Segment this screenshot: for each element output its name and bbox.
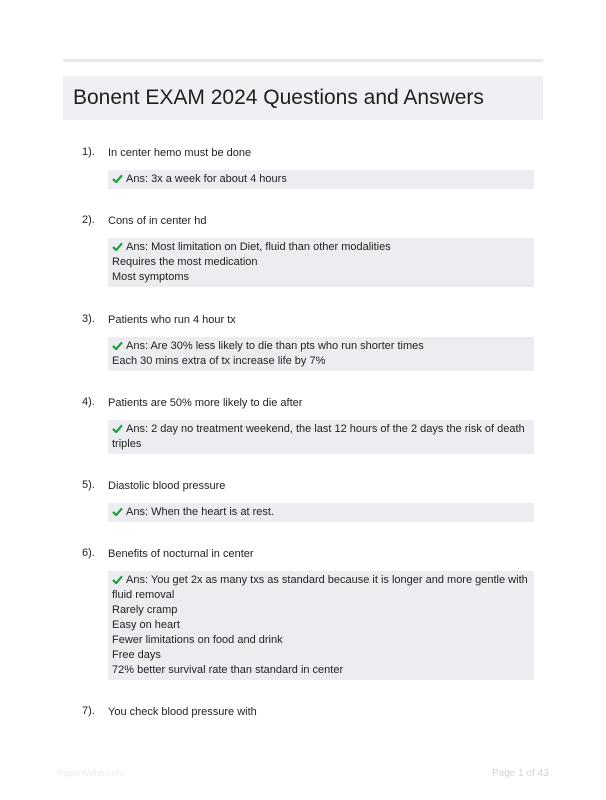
answer-line: Fewer limitations on food and drink: [112, 634, 283, 646]
check-icon: [112, 424, 123, 433]
question-number: 5).: [82, 479, 95, 491]
answer-box: [108, 571, 534, 680]
question-number: 7).: [82, 705, 95, 717]
top-divider: [63, 59, 543, 62]
answer-line: Free days: [112, 649, 161, 661]
answer-box: [108, 170, 534, 189]
page-number: Page 1 of 43: [492, 768, 549, 779]
page-title: Bonent EXAM 2024 Questions and Answers: [73, 86, 484, 109]
answer-line: Ans: 3x a week for about 4 hours: [126, 173, 287, 185]
watermark-text: PaperWebb.com: [57, 768, 124, 778]
question-number: 2).: [82, 214, 95, 226]
question-number: 1).: [82, 146, 95, 158]
check-icon: [112, 242, 123, 251]
question-number: 6).: [82, 547, 95, 559]
answer-line: Ans: You get 2x as many txs as standard because it is longer and more gentle with: [126, 574, 528, 586]
answer-box: [108, 503, 534, 522]
answer-line: Ans: Most limitation on Diet, fluid than other modalities: [126, 241, 391, 253]
answer-line: Requires the most medication: [112, 256, 258, 268]
question-text: Cons of in center hd: [108, 215, 207, 227]
answer-line: fluid removal: [112, 589, 175, 601]
answer-line: Ans: When the heart is at rest.: [126, 506, 274, 518]
answer-line: triples: [112, 438, 142, 450]
question-number: 4).: [82, 396, 95, 408]
answer-box: [108, 337, 534, 371]
check-icon: [112, 507, 123, 516]
check-icon: [112, 575, 123, 584]
question-text: Benefits of nocturnal in center: [108, 548, 254, 560]
answer-line: Easy on heart: [112, 619, 180, 631]
answer-line: Ans: 2 day no treatment weekend, the last 12 hours of the 2 days the risk of death: [126, 423, 525, 435]
check-icon: [112, 341, 123, 350]
question-text: Patients are 50% more likely to die after: [108, 397, 303, 409]
answer-line: Rarely cramp: [112, 604, 178, 616]
check-icon: [112, 174, 123, 183]
answer-line: Most symptoms: [112, 271, 190, 283]
question-text: In center hemo must be done: [108, 147, 252, 159]
answer-box: [108, 238, 534, 287]
question-text: You check blood pressure with: [108, 706, 257, 718]
question-text: Diastolic blood pressure: [108, 480, 226, 492]
answer-box: [108, 420, 534, 454]
answer-line: Each 30 mins extra of tx increase life by 7%: [112, 355, 326, 367]
answer-line: Ans: Are 30% less likely to die than pts who run shorter times: [126, 340, 424, 352]
title-banner: [63, 76, 543, 120]
question-text: Patients who run 4 hour tx: [108, 314, 236, 326]
answer-line: 72% better survival rate than standard in center: [112, 664, 344, 676]
question-number: 3).: [82, 313, 95, 325]
